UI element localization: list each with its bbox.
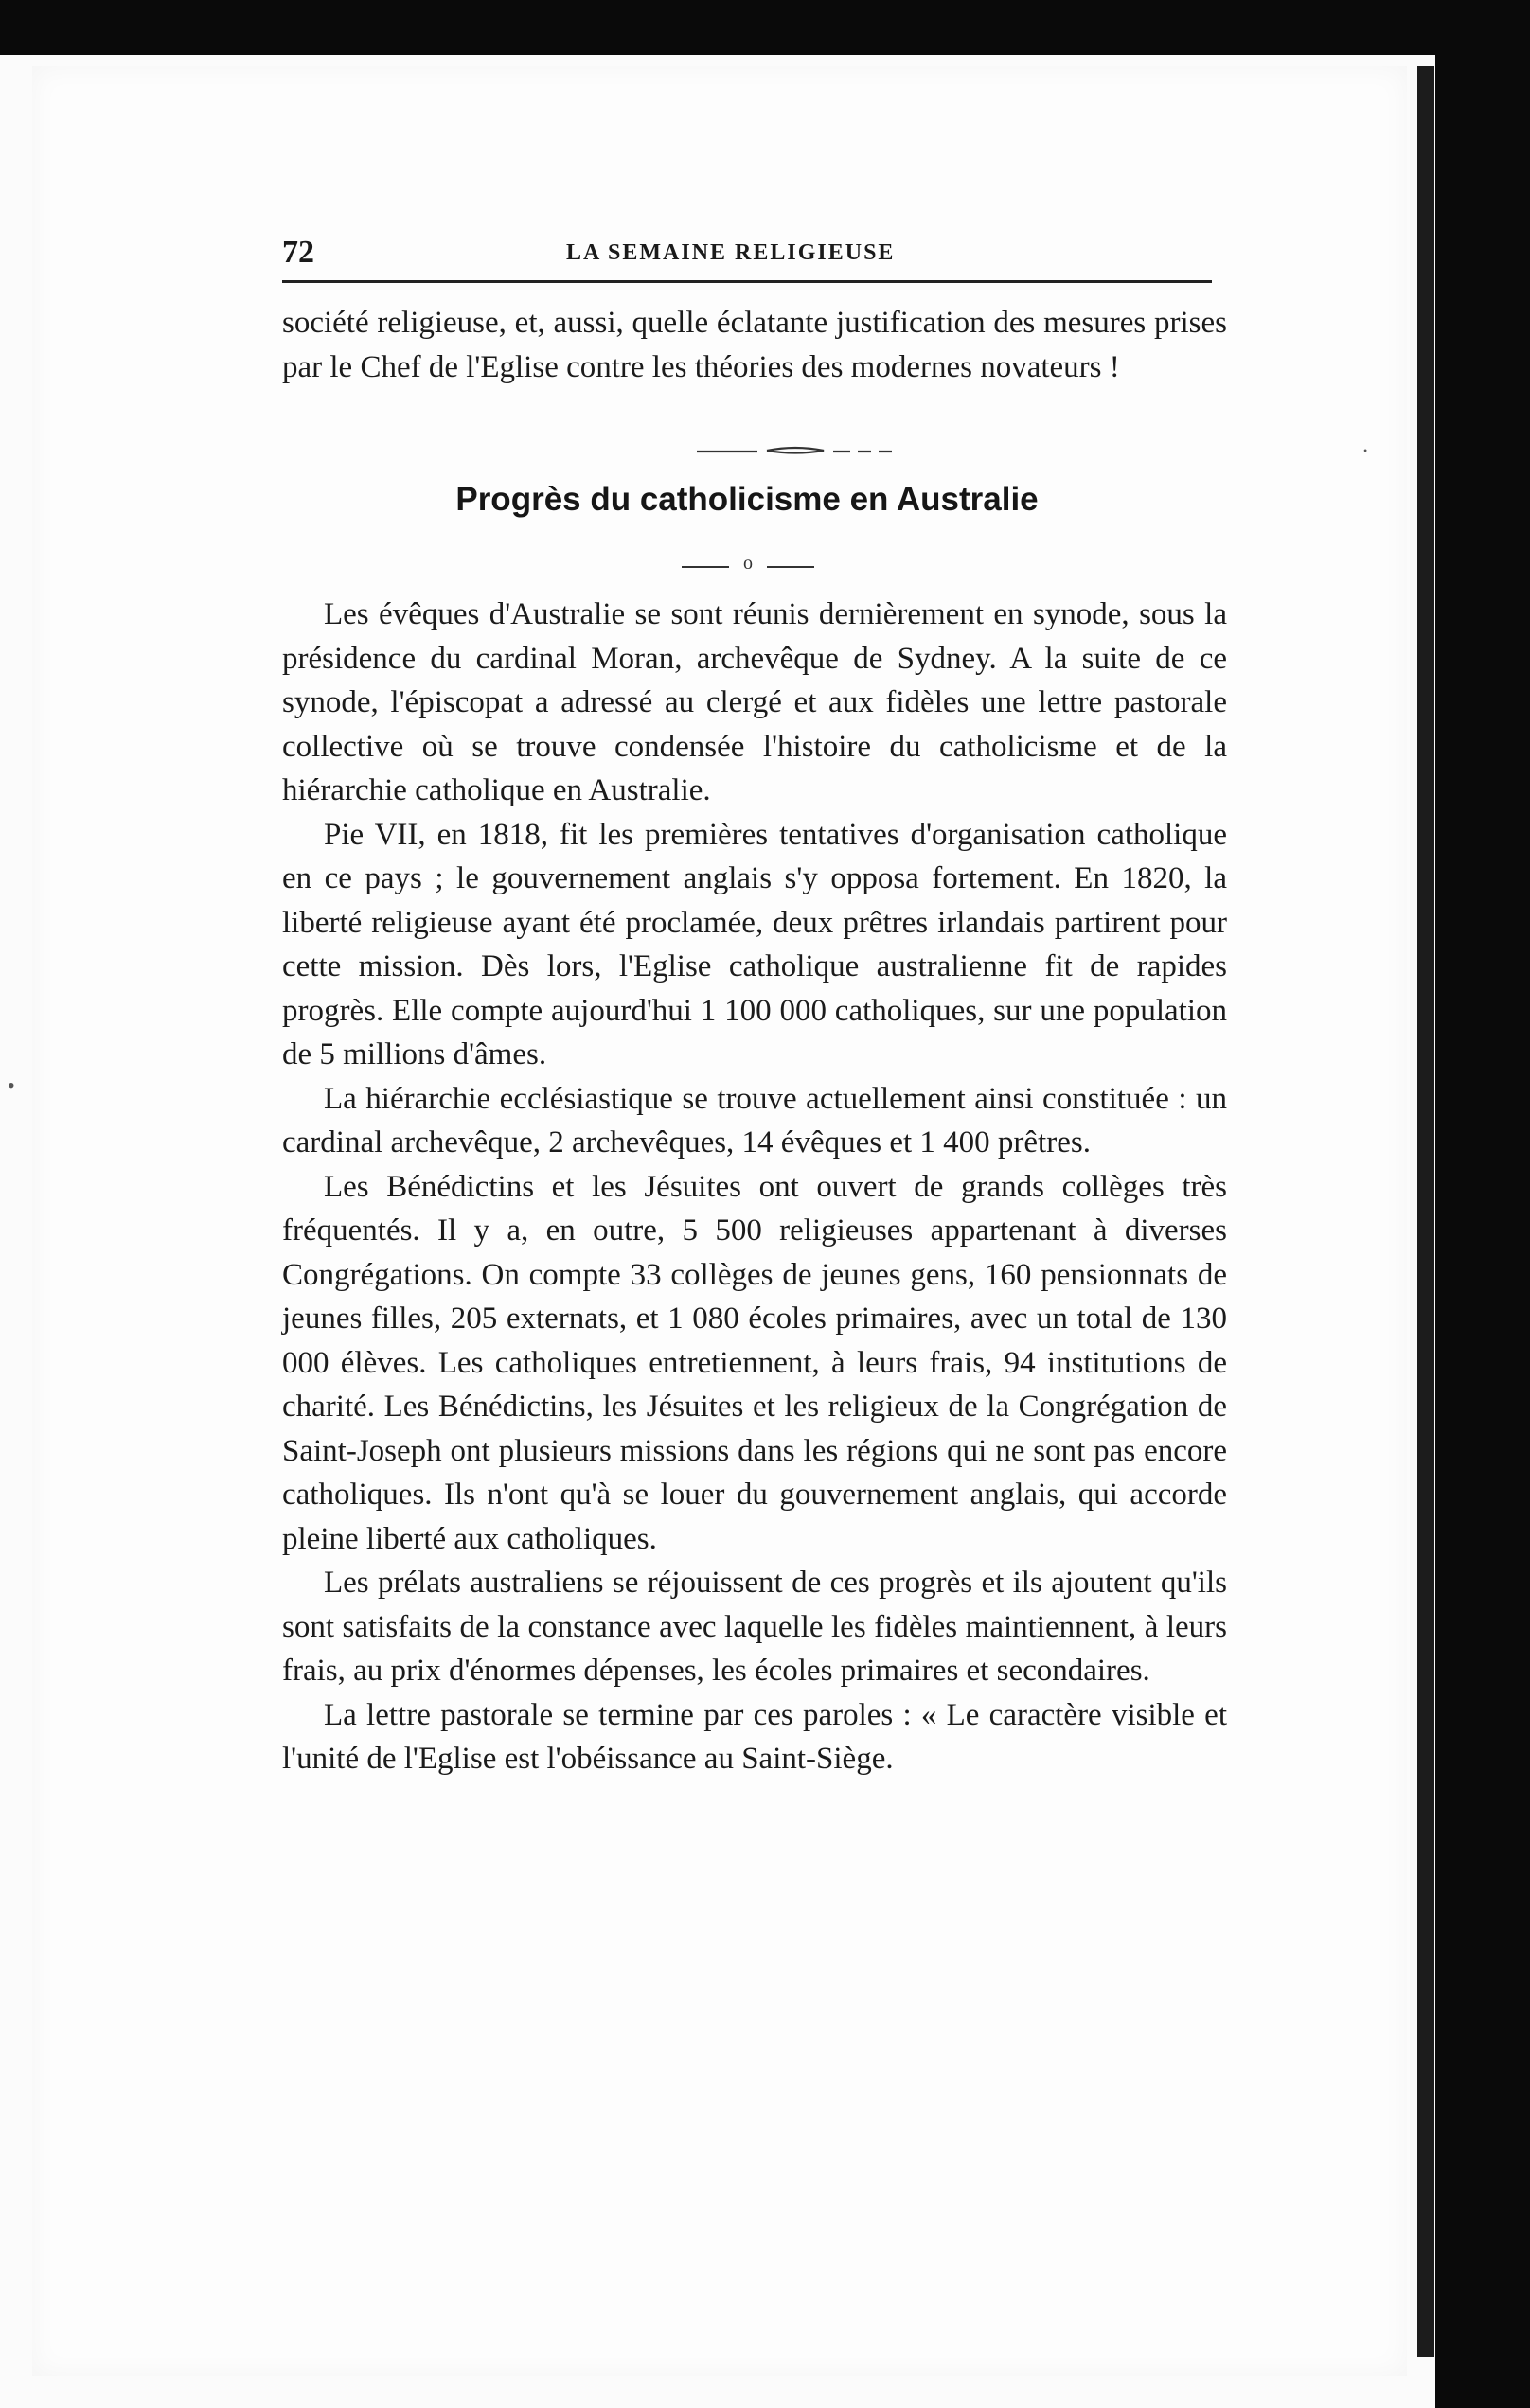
article-paragraph: Les Bénédictins et les Jésuites ont ouvert de grands collèges très fréquentés. Il y a, en outre, 5 500 religieuses appartenant à diverses Congrégations. On compte 33 collèges de jeunes gens, 160 pensionnats de jeunes filles, 205 externats, et 1 080 écoles primaires, avec un total de 130 000 élèves. Les catholiques entretiennent, à leurs frais, 94 institutions de charité. Les Bénédictins, les Jésuites et les religieux de la Congrégation de Saint-Joseph ont plusieurs missions dans les régions qui ne sont pas encore catholiques. Ils n'ont qu'à se louer du gouvernement anglais, qui accorde pleine liberté aux catholiques. xyxy=(282,1169,1227,1556)
page-header xyxy=(282,235,1210,282)
article-paragraph: Pie VII, en 1818, fit les premières tentatives d'organisation catholique en ce pays ; le gouvernement anglais s'y opposa fortement. En 1820, la liberté religieuse ayant été proclamée, deux prêtres irlandais partirent pour cette mission. Dès lors, l'Eglise catholique australienne fit de rapides progrès. Elle compte aujourd'hui 1 100 000 catholiques, sur une population de 5 millions d'âmes. xyxy=(282,817,1227,1071)
section-title: Progrès du catholicisme en Australie xyxy=(455,481,1039,518)
article-paragraph: La hiérarchie ecclésiastique se trouve actuellement ainsi constituée : un cardinal archevêque, 2 archevêques, 14 évêques et 1 400 prêtres. xyxy=(282,1081,1227,1160)
separator-line-left xyxy=(682,566,729,568)
scan-speck: • xyxy=(1363,444,1368,457)
scan-top-border xyxy=(0,0,1530,55)
scan-speck: • xyxy=(8,1073,15,1097)
running-title: LA SEMAINE RELIGIEUSE xyxy=(566,240,896,265)
intro-text xyxy=(282,301,1227,389)
separator-line-right xyxy=(767,566,814,568)
scan-right-border xyxy=(1435,0,1530,2408)
article-paragraph: Les évêques d'Australie se sont réunis dernièrement en synode, sous la présidence du cardinal Moran, archevêque de Sydney. A la suite de ce synode, l'épiscopat a adressé au clergé et aux fidèles une lettre pastorale collective où se trouve condensée l'histoire du catholicisme et de la hiérarchie catholique en Australie. xyxy=(282,597,1227,807)
title-separator xyxy=(682,553,814,575)
article-body xyxy=(282,593,1227,1781)
article-paragraph: Les prélats australiens se réjouissent de ces progrès et ils ajoutent qu'ils sont satisfaits de la constance avec laquelle les fidèles maintiennent, à leurs frais, au prix d'énormes dépenses, les écoles primaires et secondaires. xyxy=(282,1566,1227,1688)
section-ornament xyxy=(691,445,899,458)
page-number: 72 xyxy=(282,235,314,270)
intro-paragraph: société religieuse, et, aussi, quelle éclatante justification des mesures prises par le Chef de l'Eglise contre les théories des modernes novateurs ! xyxy=(282,306,1227,384)
header-rule xyxy=(282,280,1212,283)
separator-glyph: o xyxy=(743,553,753,574)
article-paragraph: La lettre pastorale se termine par ces paroles : « Le caractère visible et l'unité de l'Eglise est l'obéissance au Saint-Siège. xyxy=(282,1697,1227,1776)
book-spine-shadow xyxy=(1417,66,1434,2357)
